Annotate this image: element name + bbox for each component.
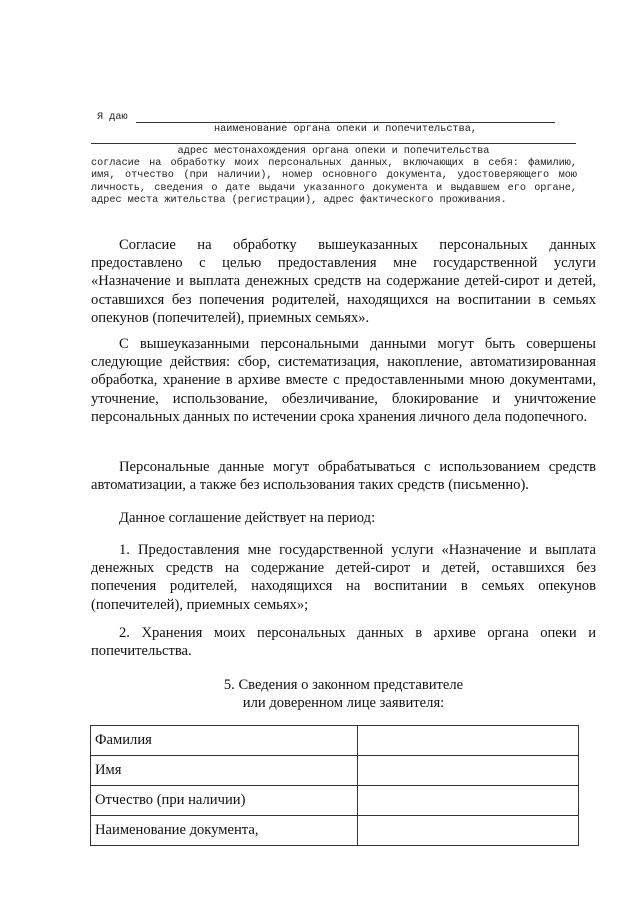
section-title-line-2: или доверенном лице заявителя:: [242, 695, 445, 712]
paragraph-period: [91, 509, 596, 527]
paragraph-purpose: [91, 236, 596, 327]
table-row: [91, 816, 579, 846]
address-blank-line: [91, 143, 576, 144]
table-row: [91, 786, 579, 816]
paragraph-item-2: [91, 624, 596, 660]
i-give-label: Я даю: [97, 112, 128, 123]
row-label-patronymic: Отчество (при наличии): [91, 786, 358, 816]
authority-blank-line: [136, 122, 555, 123]
paragraph-item-1-text: 1. Предоставления мне государственной услуги «Назначение и выплата денежных средств на содержание детей-сирот и детей, оставшихся без попечения родителей, находящихся на воспитании в семьях опекунов (попечителей), приемных семьях»;: [91, 542, 596, 613]
paragraph-item-1: [91, 541, 596, 614]
section-title-line-1: 5. Сведения о законном представителе: [223, 677, 464, 693]
row-value-patronymic[interactable]: [358, 786, 579, 816]
representative-info-table: [90, 725, 579, 846]
paragraph-purpose-text: Согласие на обработку вышеуказанных персональных данных предоставлено с целью предоставления мне государственной услуги «Назначение и выплата денежных средств на содержание детей-сирот и детей, оставшихся без попечения родителей, находящихся на воспитании в семьях опекунов (попечителей), приемных семьях».: [91, 237, 596, 326]
row-label-surname: Фамилия: [91, 726, 358, 756]
row-value-name[interactable]: [358, 756, 579, 786]
row-value-surname[interactable]: [358, 726, 579, 756]
paragraph-actions-text: С вышеуказанными персональными данными могут быть совершены следующие действия: сбор, систематизация, накопление, автоматизированная обработка, хранение в архиве вместе с предоставленными мною документами, уточнение, использование, обезличивание, блокирование и уничтожение персональных данных по истечении срока хранения личного дела подопечного.: [91, 336, 596, 425]
table-row: [91, 726, 579, 756]
row-value-document[interactable]: [358, 816, 579, 846]
address-caption: адрес местонахождения органа опеки и попечительства: [177, 146, 490, 157]
authority-caption: наименование органа опеки и попечительства,: [214, 124, 477, 135]
paragraph-actions: [91, 335, 596, 426]
row-label-document: Наименование документа,: [91, 816, 358, 846]
paragraph-processing: [91, 458, 596, 494]
paragraph-processing-text: Персональные данные могут обрабатываться с использованием средств автоматизации, а также без использования таких средств (письменно).: [91, 459, 596, 494]
row-label-name: Имя: [91, 756, 358, 786]
consent-scope-text: согласие на обработку моих персональных данных, включающих в себя: фамилию, имя, отчество (при наличии), номер основного документа, удостоверяющего мою личность, сведения о дате выдачи указанного документа и выдавшем его органе, адрес места жительства (регистрации), адрес фактического проживания.: [91, 158, 577, 207]
table-row: [91, 756, 579, 786]
section-title: [91, 676, 596, 712]
paragraph-item-2-text: 2. Хранения моих персональных данных в архиве органа опеки и попечительства.: [91, 625, 596, 660]
paragraph-period-text: Данное соглашение действует на период:: [119, 510, 376, 526]
